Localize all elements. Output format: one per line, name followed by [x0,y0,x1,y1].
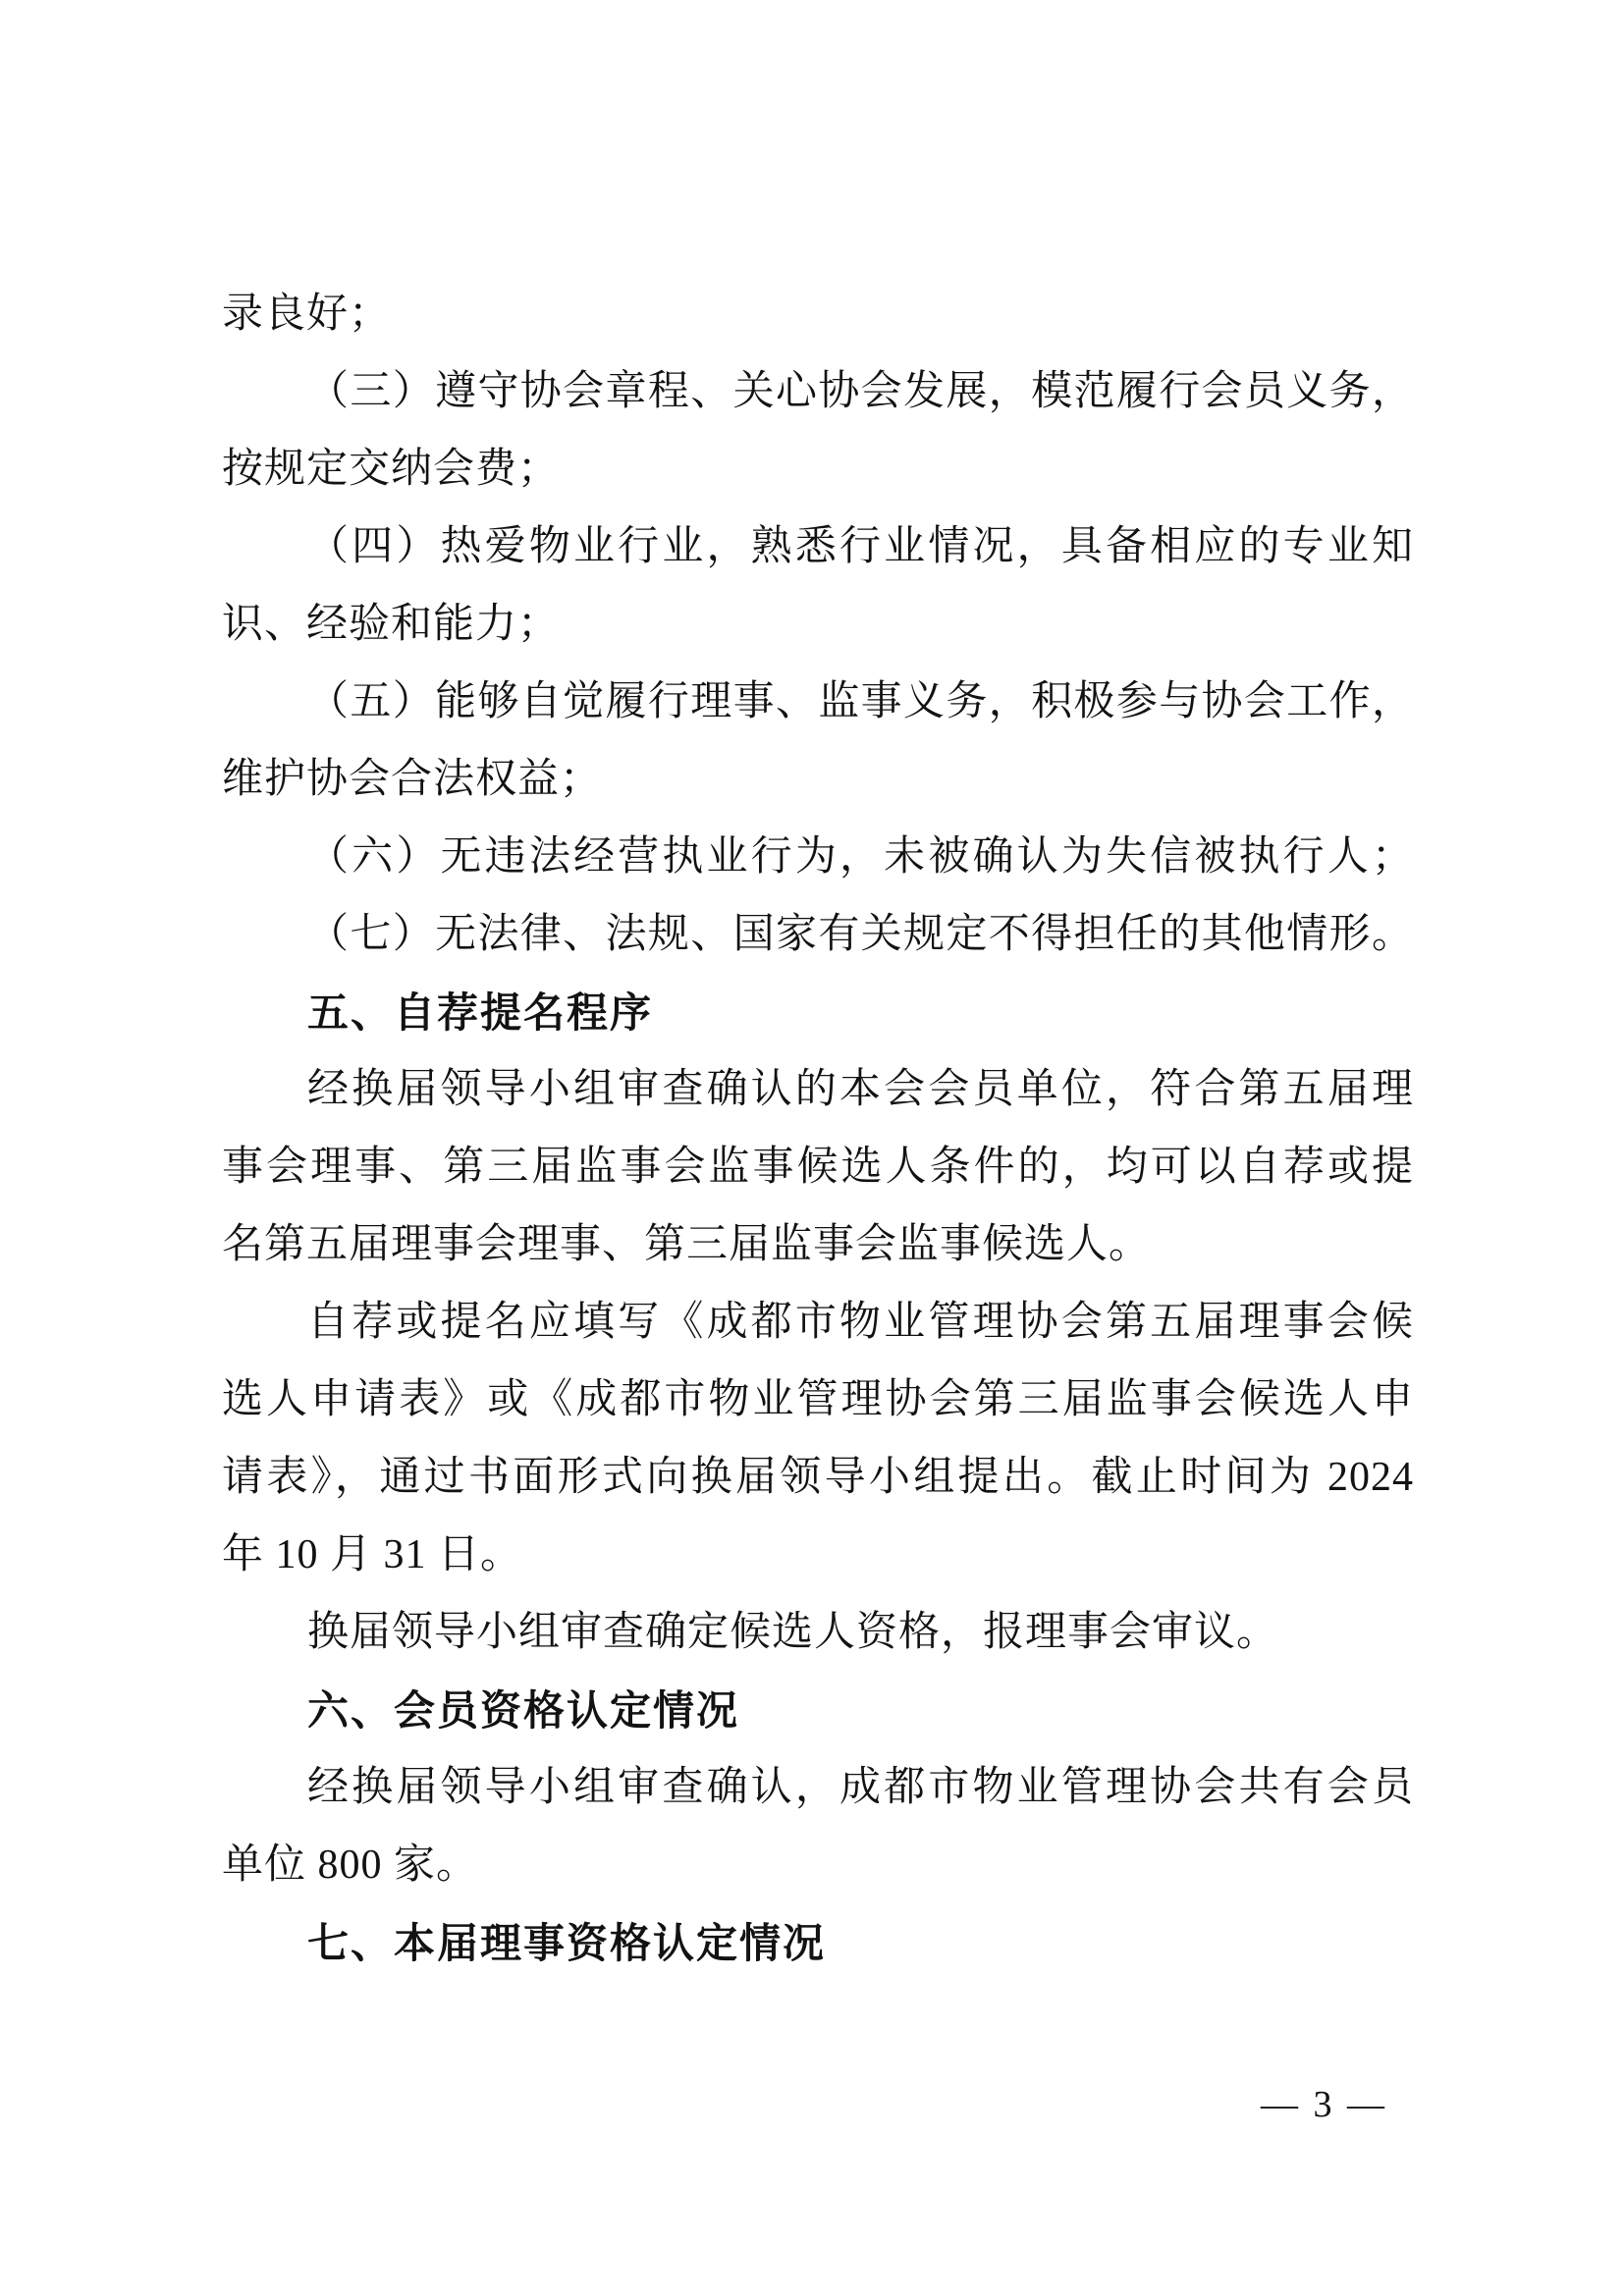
body-line: 按规定交纳会费； [222,447,561,492]
body-line: 年 10 月 31 日。 [222,1532,523,1577]
body-line: 选人申请表》或《成都市物业管理协会第三届监事会候选人申 [222,1377,1414,1422]
section-heading-5: 五、自荐提名程序 [307,988,654,1037]
body-line: 自荐或提名应填写《成都市物业管理协会第五届理事会候 [307,1300,1414,1345]
body-line: 维护协会合法权益； [222,757,603,802]
body-line: （七）无法律、法规、国家有关规定不得担任的其他情形。 [307,912,1414,957]
section-heading-6: 六、会员资格认定情况 [307,1686,740,1735]
body-line: 经换届领导小组审查确认，成都市物业管理协会共有会员 [307,1765,1414,1810]
body-line: 事会理事、第三届监事会监事候选人条件的，均可以自荐或提 [222,1145,1414,1190]
document-body [222,276,1414,1982]
body-line: 录良好； [222,292,392,337]
body-line: 请表》，通过书面形式向换届领导小组提出。截止时间为 2024 [222,1455,1414,1500]
body-line: 换届领导小组审查确定候选人资格，报理事会审议。 [307,1610,1279,1655]
body-line: （六）无违法经营执业行为，未被确认为失信被执行人； [307,834,1414,880]
body-line: （三）遵守协会章程、关心协会发展，模范履行会员义务， [307,369,1414,414]
page-number: — 3 — [1261,2084,1387,2125]
body-line: 识、经验和能力； [222,602,561,647]
body-line: 名第五届理事会理事、第三届监事会监事候选人。 [222,1222,1152,1267]
body-line: （五）能够自觉履行理事、监事义务，积极参与协会工作， [307,679,1414,724]
section-heading-7: 七、本届理事资格认定情况 [307,1919,827,1967]
body-line: 经换届领导小组审查确认的本会会员单位，符合第五届理 [307,1067,1414,1112]
body-line: 单位 800 家。 [222,1842,479,1888]
body-line: （四）热爱物业行业，熟悉行业情况，具备相应的专业知 [307,524,1414,569]
